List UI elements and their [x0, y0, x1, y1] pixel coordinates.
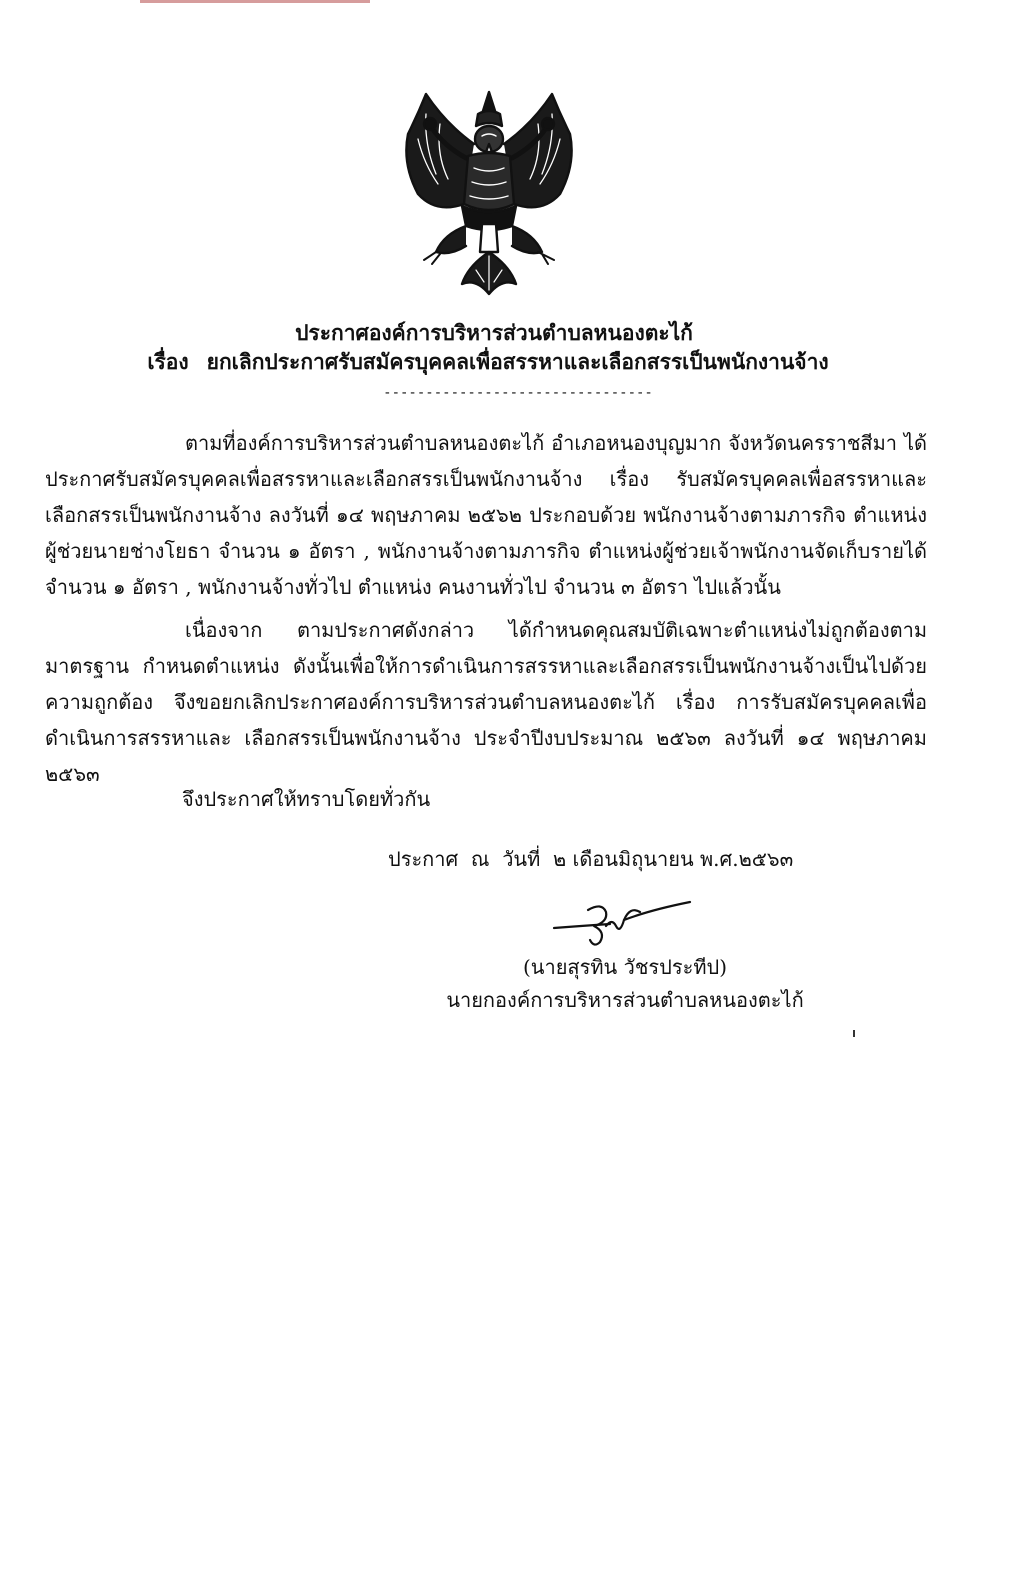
garuda-emblem-icon: [396, 84, 582, 296]
scan-speck: [853, 1030, 855, 1037]
body-paragraph-1: ตามที่องค์การบริหารส่วนตำบลหนองตะไก้ อำเภอหนองบุญมาก จังหวัดนครราชสีมา ได้ประกาศรับสมัครบุคคลเพื่อสรรหาและเลือกสรรเป็นพนักงานจ้าง เรื่อง รับสมัครบุคคลเพื่อสรรหาและเลือกสรรเป็นพนักงานจ้าง ลงวันที่ ๑๔ พฤษภาคม ๒๕๖๒ ประกอบด้วย พนักงานจ้างตามภารกิจ ตำแหน่ง ผู้ช่วยนายช่างโยธา จำนวน ๑ อัตรา , พนักงานจ้างตามภารกิจ ตำแหน่งผู้ช่วยเจ้าพนักงานจัดเก็บรายได้ จำนวน ๑ อัตรา , พนักงานจ้างทั่วไป ตำแหน่ง คนงานทั่วไป จำนวน ๓ อัตรา ไปแล้วนั้น: [45, 431, 927, 599]
document-title: ประกาศองค์การบริหารส่วนตำบลหนองตะไก้: [295, 320, 693, 345]
divider-line: --------------------------------: [383, 385, 653, 401]
subject-label: เรื่อง: [147, 349, 189, 374]
signer-title: นายกองค์การบริหารส่วนตำบลหนองตะไก้: [446, 988, 804, 1012]
signer-name: (นายสุรทิน วัชรประทีป): [523, 955, 727, 979]
document-subject: [0, 347, 1006, 377]
body-paragraph-2: เนื่องจาก ตามประกาศดังกล่าว ได้กำหนดคุณสมบัติเฉพาะตำแหน่งไม่ถูกต้องตามมาตรฐาน กำหนดตำแหน่ง ดังนั้นเพื่อให้การดำเนินการสรรหาและเลือกสรรเป็นพนักงานจ้างเป็นไปด้วยความถูกต้อง จึงขอยกเลิกประกาศองค์การบริหารส่วนตำบลหนองตะไก้ เรื่อง การรับสมัครบุคคลเพื่อดำเนินการสรรหาและ เลือกสรรเป็นพนักงานจ้าง ประจำปีงบประมาณ ๒๕๖๓ ลงวันที่ ๑๔ พฤษภาคม ๒๕๖๓: [45, 618, 927, 786]
scan-edge-mark: [140, 0, 370, 3]
subject-text: ยกเลิกประกาศรับสมัครบุคคลเพื่อสรรหาและเลือกสรรเป็นพนักงานจ้าง: [206, 349, 829, 374]
announcement-date: ประกาศ ณ วันที่ ๒ เดือนมิถุนายน พ.ศ.๒๕๖๓: [388, 847, 794, 871]
closing-statement: จึงประกาศให้ทราบโดยทั่วกัน: [182, 787, 431, 811]
handwritten-signature: [550, 896, 700, 948]
